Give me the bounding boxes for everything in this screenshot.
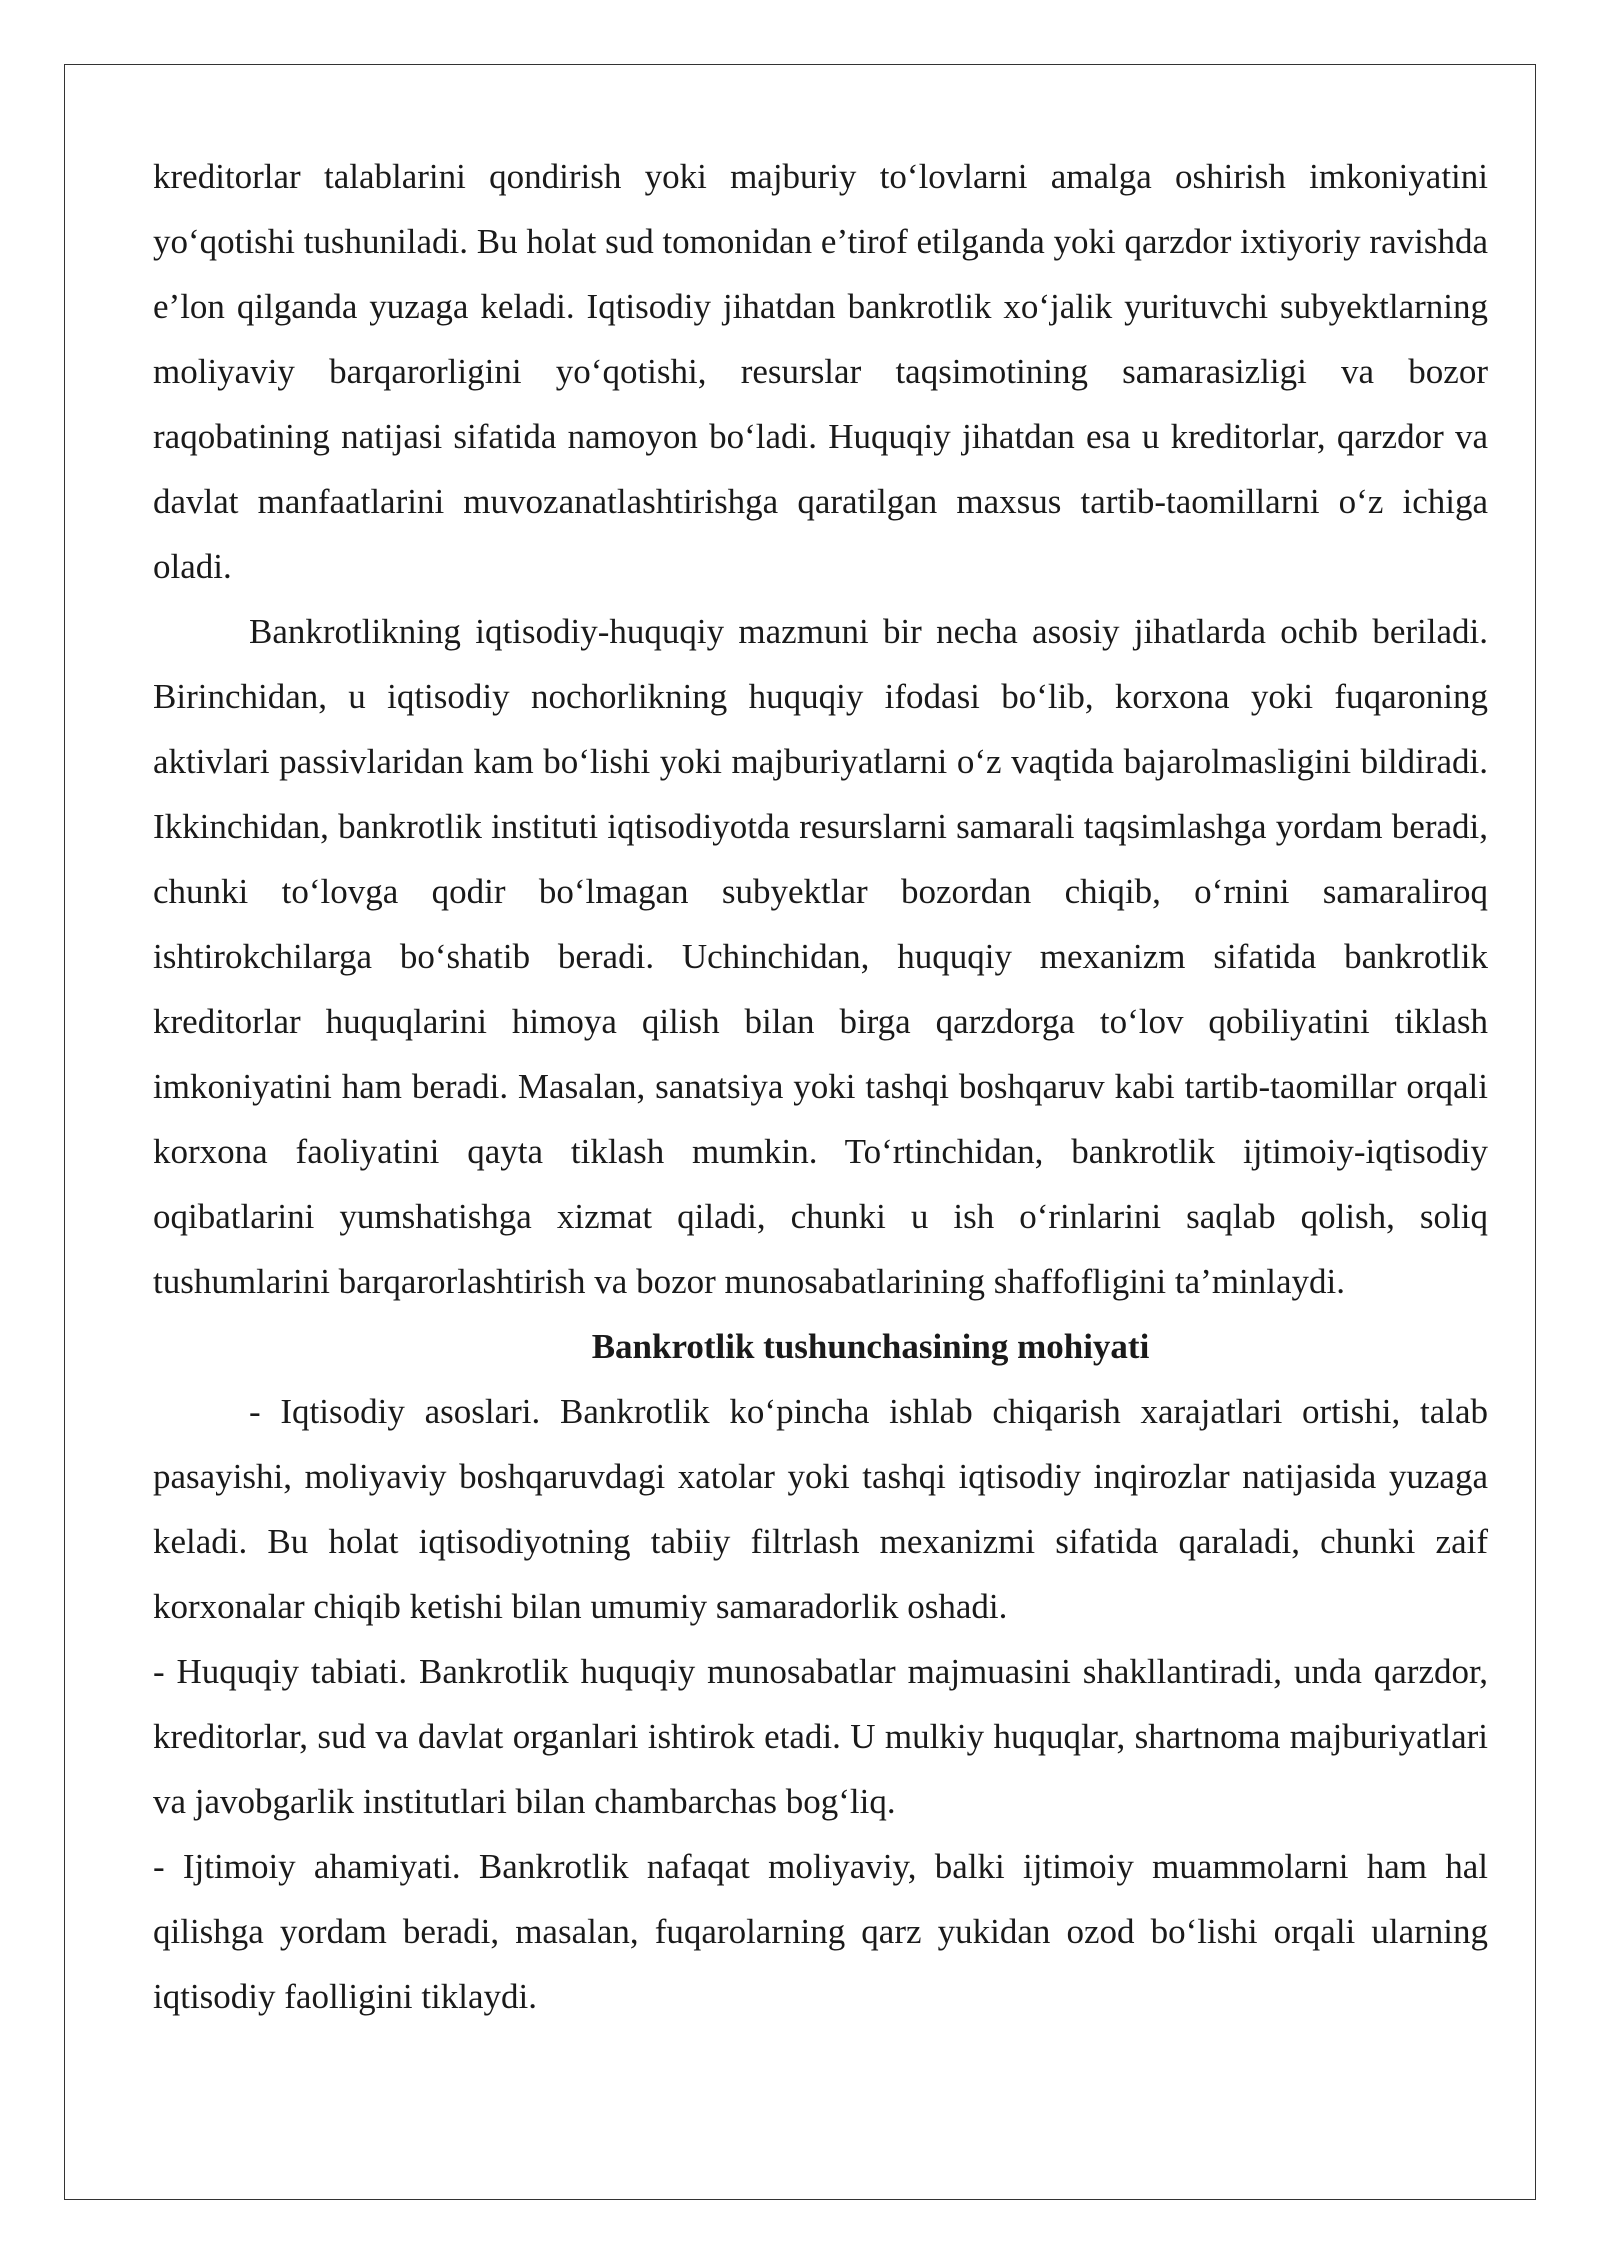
list-item-legal-nature: - Huquqiy tabiati. Bankrotlik huquqiy munosabatlar majmuasini shakllantiradi, unda qarzdor, kreditorlar, sud va davlat organlari ishtirok etadi. U mulkiy huquqlar, shartnoma majburiyatlari va javobgarlik institutlari bilan chambarchas bog‘liq. <box>153 1652 1488 1821</box>
paragraph-continuation: kreditorlar talablarini qondirish yoki majburiy to‘lovlarni amalga oshirish imkoniyatini yo‘qotishi tushuniladi. Bu holat sud tomonidan e’tirof etilganda yoki qarzdor ixtiyoriy ravishda e’lon qilganda yuzaga keladi. Iqtisodiy jihatdan bankrotlik xo‘jalik yurituvchi subyektlarning moliyaviy barqarorligini yo‘qotishi, resurslar taqsimotining samarasizligi va bozor raqobatining natijasi sifatida namoyon bo‘ladi. Huquqiy jihatdan esa u kreditorlar, qarzdor va davlat manfaatlarini muvozanatlashtirishga qaratilgan maxsus tartib-taomillarni o‘z ichiga oladi. <box>153 157 1488 586</box>
section-heading: Bankrotlik tushunchasining mohiyati <box>591 1327 1150 1366</box>
document-body <box>153 144 1488 2029</box>
list-item-economic-basis: - Iqtisodiy asoslari. Bankrotlik ko‘pincha ishlab chiqarish xarajatlari ortishi, talab pasayishi, moliyaviy boshqaruvdagi xatolar yoki tashqi iqtisodiy inqirozlar natijasida yuzaga keladi. Bu holat iqtisodiyotning tabiiy filtrlash mexanizmi sifatida qaraladi, chunki zaif korxonalar chiqib ketishi bilan umumiy samaradorlik oshadi. <box>153 1392 1488 1626</box>
paragraph-economic-legal-content: Bankrotlikning iqtisodiy-huquqiy mazmuni bir necha asosiy jihatlarda ochib beriladi. Birinchidan, u iqtisodiy nochorlikning huquqiy ifodasi bo‘lib, korxona yoki fuqaroning aktivlari passivlaridan kam bo‘lishi yoki majburiyatlarni o‘z vaqtida bajarolmasligini bildiradi. Ikkinchidan, bankrotlik instituti iqtisodiyotda resurslarni samarali taqsimlashga yordam beradi, chunki to‘lovga qodir bo‘lmagan subyektlar bozordan chiqib, o‘rnini samaraliroq ishtirokchilarga bo‘shatib beradi. Uchinchidan, huquqiy mexanizm sifatida bankrotlik kreditorlar huquqlarini himoya qilish bilan birga qarzdorga to‘lov qobiliyatini tiklash imkoniyatini ham beradi. Masalan, sanatsiya yoki tashqi boshqaruv kabi tartib-taomillar orqali korxona faoliyatini qayta tiklash mumkin. To‘rtinchidan, bankrotlik ijtimoiy-iqtisodiy oqibatlarini yumshatishga xizmat qiladi, chunki u ish o‘rinlarini saqlab qolish, soliq tushumlarini barqarorlashtirish va bozor munosabatlarining shaffofligini ta’minlaydi. <box>153 612 1488 1301</box>
list-item-social-significance: - Ijtimoiy ahamiyati. Bankrotlik nafaqat moliyaviy, balki ijtimoiy muammolarni ham hal qilishga yordam beradi, masalan, fuqarolarning qarz yukidan ozod bo‘lishi orqali ularning iqtisodiy faolligini tiklaydi. <box>153 1847 1488 2016</box>
